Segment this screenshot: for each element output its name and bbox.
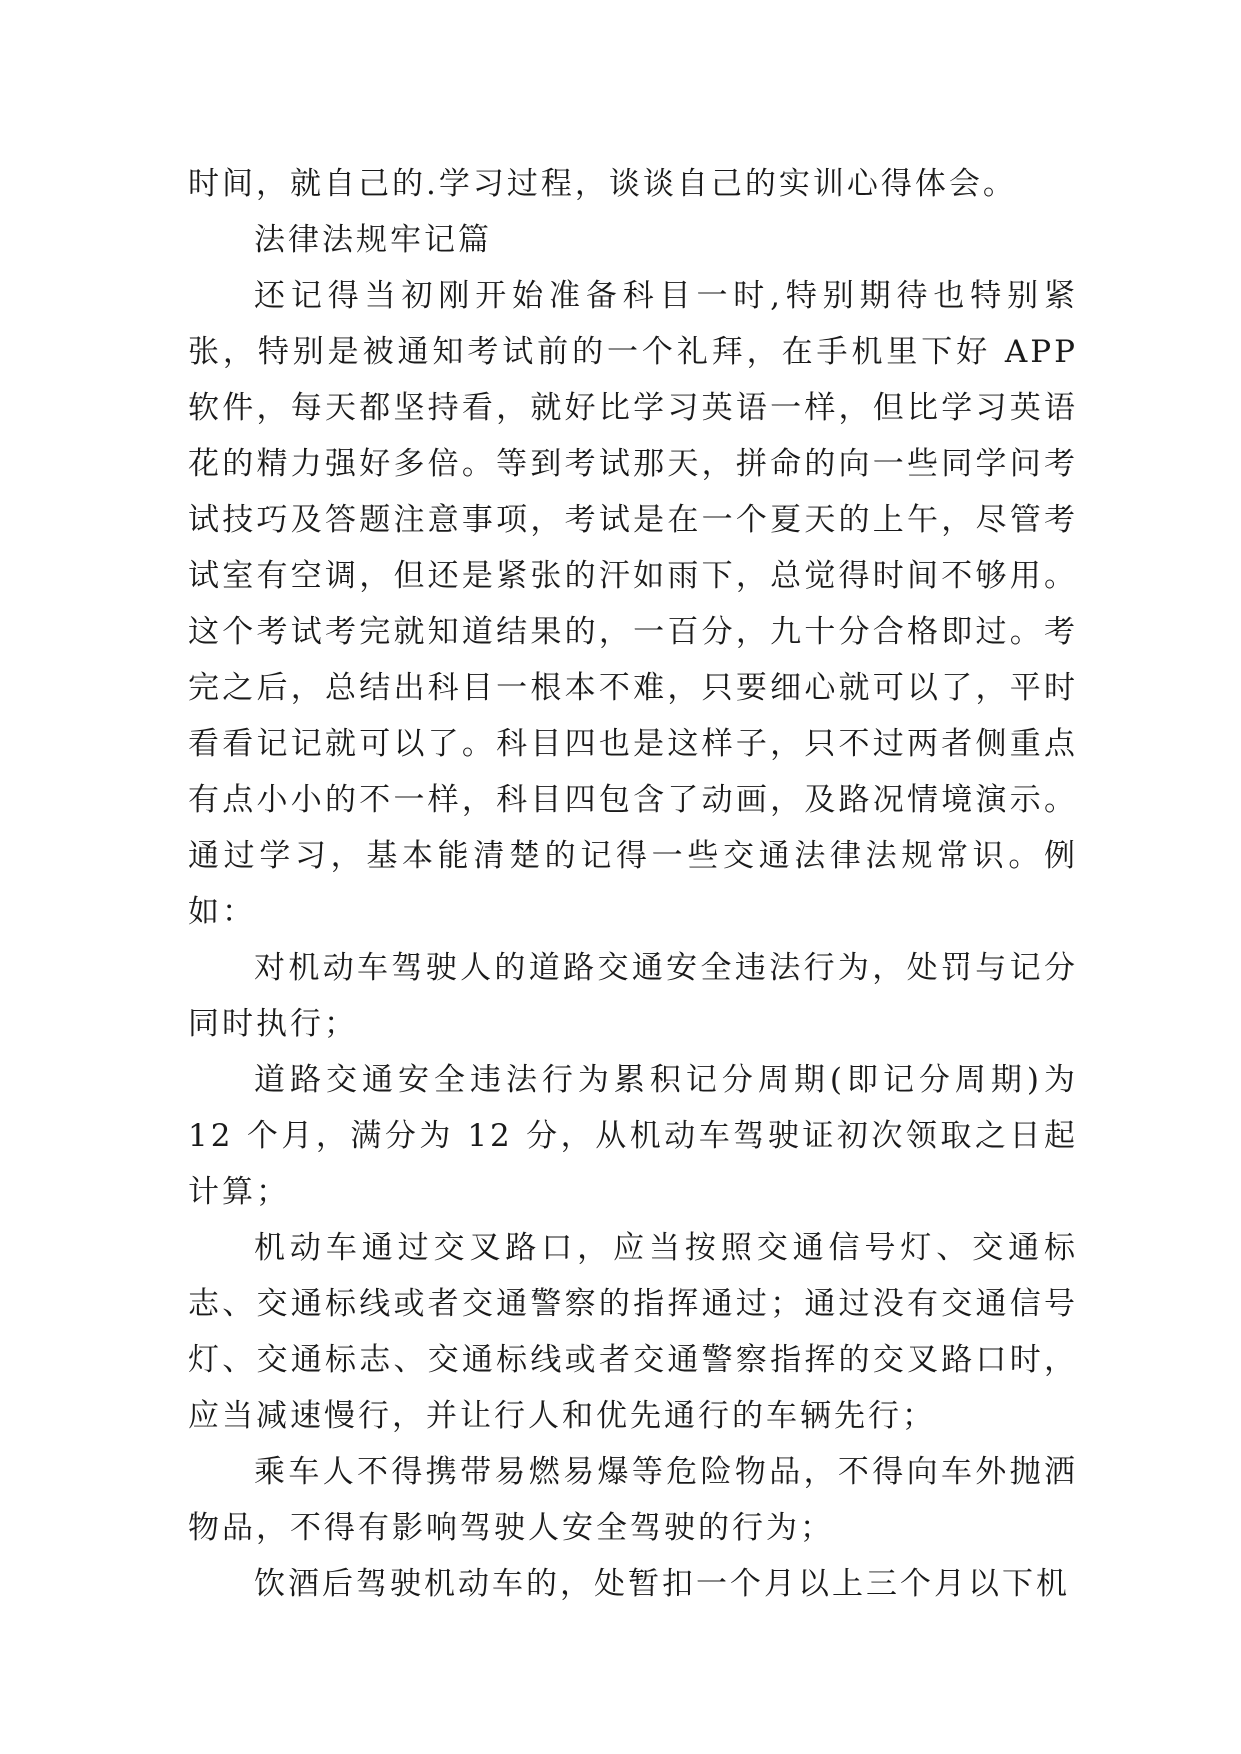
rule-paragraph: 饮酒后驾驶机动车的，处暂扣一个月以上三个月以下机 bbox=[254, 1566, 1070, 1602]
rule-paragraph: 道路交通安全违法行为累积记分周期(即记分周期)为 12 个月，满分为 12 分，从机动车驾驶证初次领取之日起计算； bbox=[188, 1062, 1078, 1210]
continuation-paragraph: 时间，就自己的.学习过程，谈谈自己的实训心得体会。 bbox=[188, 166, 1017, 202]
document-body bbox=[188, 156, 1078, 1612]
rule-paragraph: 乘车人不得携带易燃易爆等危险物品，不得向车外抛洒物品，不得有影响驾驶人安全驾驶的行为； bbox=[188, 1454, 1078, 1546]
experience-paragraph: 还记得当初刚开始准备科目一时,特别期待也特别紧张，特别是被通知考试前的一个礼拜，在手机里下好 APP 软件，每天都坚持看，就好比学习英语一样，但比学习英语花的精力强好多倍。等到考试那天，拼命的向一些同学问考试技巧及答题注意事项，考试是在一个夏天的上午，尽管考试室有空调，但还是紧张的汗如雨下，总觉得时间不够用。这个考试考完就知道结果的，一百分，九十分合格即过。考完之后，总结出科目一根本不难，只要细心就可以了，平时看看记记就可以了。科目四也是这样子，只不过两者侧重点有点小小的不一样，科目四包含了动画，及路况情境演示。通过学习，基本能清楚的记得一些交通法律法规常识。例如： bbox=[188, 278, 1078, 930]
section-heading: 法律法规牢记篇 bbox=[254, 222, 492, 258]
rule-paragraph: 对机动车驾驶人的道路交通安全违法行为，处罚与记分同时执行； bbox=[188, 950, 1078, 1042]
rule-paragraph: 机动车通过交叉路口，应当按照交通信号灯、交通标志、交通标线或者交通警察的指挥通过；通过没有交通信号灯、交通标志、交通标线或者交通警察指挥的交叉路口时，应当减速慢行，并让行人和优先通行的车辆先行； bbox=[188, 1230, 1078, 1434]
